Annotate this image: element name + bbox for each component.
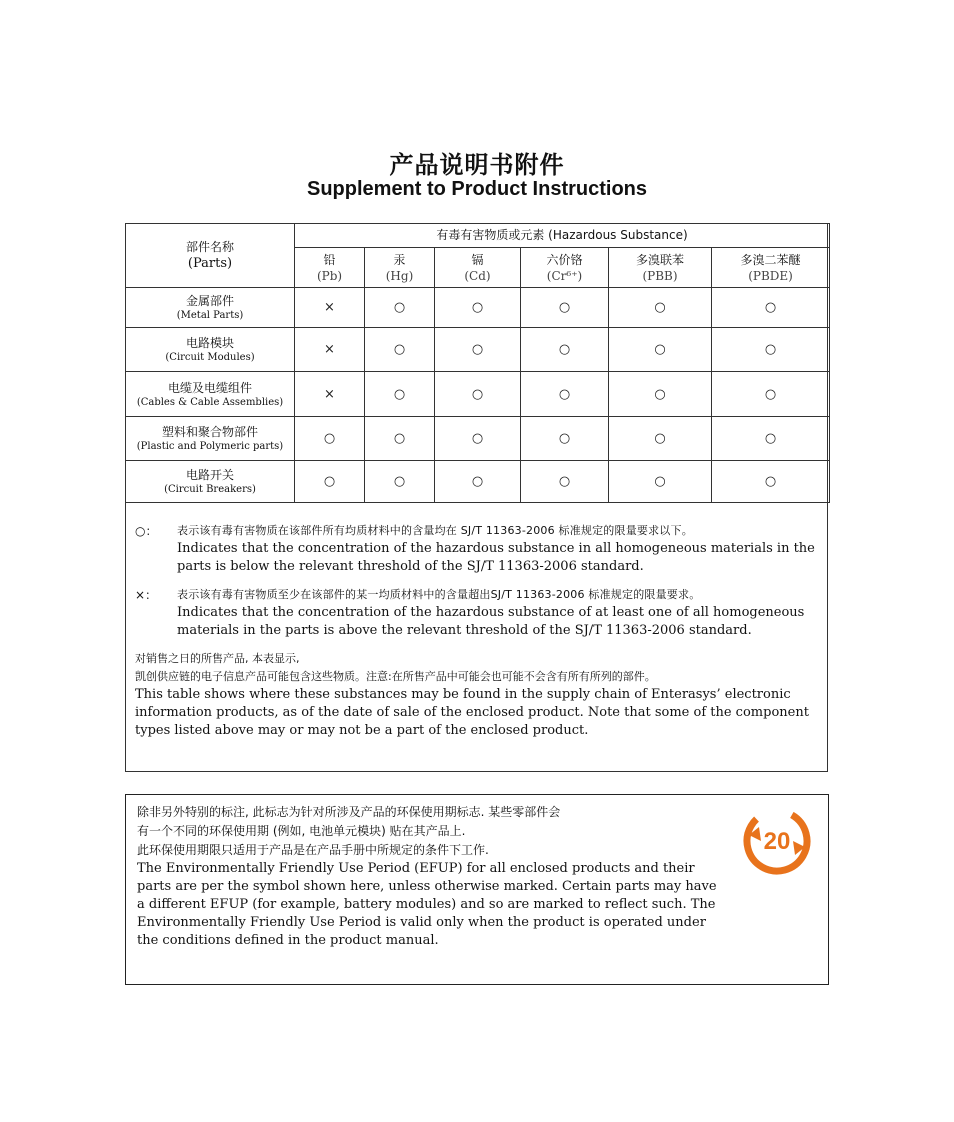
table-header-row: [126, 224, 830, 248]
substance-header-label: 有毒有害物质或元素 (Hazardous Substance): [436, 228, 688, 242]
substance-mark: ○: [712, 417, 830, 461]
part-name-en: (Circuit Breakers): [164, 484, 256, 495]
substance-mark: ○: [435, 328, 521, 372]
table-row: [126, 328, 830, 372]
substance-mark: ○: [521, 417, 609, 461]
substance-mark: ○: [712, 328, 830, 372]
supply-chain-cn-1: 对销售之日的所售产品, 本表显示,: [135, 652, 300, 665]
substance-col-pb: [295, 248, 365, 288]
substance-cn: 汞: [393, 253, 406, 267]
substance-header: [295, 224, 830, 248]
substance-col-pbde: [712, 248, 830, 288]
substance-col-cr6: [521, 248, 609, 288]
substance-mark: ○: [712, 288, 830, 328]
table-row: [126, 417, 830, 461]
substance-cn: 多溴二苯醚: [740, 253, 801, 267]
circle-symbol: ○：: [135, 524, 158, 538]
substance-cn: 铅: [323, 253, 336, 267]
substance-mark: ×: [295, 372, 365, 417]
table-row: [126, 461, 830, 503]
part-name-cell: [126, 372, 295, 417]
substance-mark: ○: [365, 328, 435, 372]
efup-cn-2: 有一个不同的环保使用期 (例如, 电池单元模块) 贴在其产品上.: [137, 824, 466, 838]
efup-text: [137, 803, 717, 950]
substance-mark: ×: [295, 288, 365, 328]
table-row: [126, 372, 830, 417]
substance-cn: 多溴联苯: [635, 253, 684, 267]
note-cross: [135, 586, 825, 640]
substance-mark: ○: [365, 288, 435, 328]
substance-mark: ○: [521, 328, 609, 372]
part-name-cn: 电路开关: [185, 468, 234, 482]
note-cn: 表示该有毒有害物质至少在该部件的某一均质材料中的含量超出SJ/T 11363-2006 标准规定的限量要求。: [177, 588, 701, 601]
substance-mark: ○: [435, 461, 521, 503]
substance-mark: ○: [521, 461, 609, 503]
part-name-cn: 塑料和聚合物部件: [161, 425, 258, 439]
efup-section: [125, 794, 829, 985]
part-name-cn: 电路模块: [185, 336, 234, 350]
substance-mark: ○: [435, 372, 521, 417]
note-circle: [135, 522, 825, 576]
part-name-cn: 电缆及电缆组件: [167, 380, 252, 395]
note-en: Indicates that the concentration of the hazardous substance of at least one of all homogeneous materials in the parts is above the relevant threshold of the SJ/T 11363-2006 standard.: [177, 605, 805, 638]
part-name-cell: [126, 328, 295, 372]
hazardous-substance-section: [125, 223, 828, 772]
substance-mark: ○: [609, 328, 712, 372]
substance-mark: ○: [609, 372, 712, 417]
substance-symbol: (Cd): [464, 269, 491, 283]
substance-mark: ○: [712, 372, 830, 417]
efup-en: The Environmentally Friendly Use Period (EFUP) for all enclosed products and their parts are per the symbol shown here, unless otherwise marked. Certain parts may have a different EFUP (for example, battery modules) and so are marked to reflect such. The Environmentally Friendly Use Period is valid only when the product is operated under the conditions defined in the product manual.: [137, 861, 717, 948]
parts-header-cn: 部件名称: [185, 240, 234, 254]
part-name-cell: [126, 417, 295, 461]
substance-mark: ○: [365, 372, 435, 417]
efup-cn-3: 此环保使用期限只适用于产品是在产品手册中所规定的条件下工作.: [137, 843, 489, 857]
note-cn: 表示该有毒有害物质在该部件所有均质材料中的含量均在 SJ/T 11363-2006 标准规定的限量要求以下。: [177, 524, 693, 537]
supply-chain-cn-2: 凯创供应链的电子信息产品可能包含这些物质。注意:在所售产品中可能会也可能不会含有所有所列的部件。: [135, 670, 656, 683]
substance-mark: ×: [295, 328, 365, 372]
substance-mark: ○: [365, 417, 435, 461]
substance-mark: ○: [435, 417, 521, 461]
note-en: Indicates that the concentration of the hazardous substance in all homogeneous materials in the parts is below the relevant threshold of the SJ/T 11363-2006 standard.: [177, 541, 815, 574]
substance-mark: ○: [712, 461, 830, 503]
page-title-chinese: 产品说明书附件: [389, 151, 565, 179]
substance-mark: ○: [609, 288, 712, 328]
substance-mark: ○: [521, 288, 609, 328]
substance-cn: 镉: [471, 253, 484, 267]
supply-chain-en: This table shows where these substances may be found in the supply chain of Enterasys’ electronic information products, as of the date of sale of the enclosed product. Note that some of the component types listed above may or may not be a part of the enclosed product.: [135, 687, 809, 738]
legend-notes: [135, 522, 825, 740]
substance-mark: ○: [609, 417, 712, 461]
substance-mark: ○: [521, 372, 609, 417]
supply-chain-paragraph: [135, 650, 825, 740]
substance-mark: ○: [295, 417, 365, 461]
parts-header-en: (Parts): [187, 256, 233, 271]
substance-cn: 六价铬: [546, 253, 583, 267]
part-name-en: (Circuit Modules): [165, 352, 255, 363]
part-name-cell: [126, 461, 295, 503]
table-row: [126, 288, 830, 328]
substance-symbol: (Cr⁶⁺): [546, 269, 583, 283]
parts-header-cell: [126, 224, 295, 288]
substance-symbol: (Hg): [385, 269, 414, 283]
efup-cn-1: 除非另外特别的标注, 此标志为针对所涉及产品的环保使用期标志. 某些零部件会: [137, 805, 561, 819]
part-name-en: (Metal Parts): [176, 310, 244, 321]
substance-mark: ○: [609, 461, 712, 503]
part-name-en: (Plastic and Polymeric parts): [136, 441, 284, 452]
efup-number: 20: [763, 828, 791, 855]
substance-col-pbb: [609, 248, 712, 288]
substance-symbol: (PBDE): [748, 269, 793, 283]
part-name-en: (Cables & Cable Assemblies): [136, 396, 284, 408]
substance-symbol: (PBB): [642, 269, 678, 283]
substance-mark: ○: [295, 461, 365, 503]
substance-mark: ○: [435, 288, 521, 328]
part-name-cell: [126, 288, 295, 328]
substance-symbol: (Pb): [316, 269, 343, 283]
cross-symbol: ×：: [135, 588, 158, 602]
part-name-cn: 金属部件: [185, 294, 234, 308]
page-title-english: Supplement to Product Instructions: [306, 178, 647, 200]
hazardous-substance-table: [125, 223, 830, 503]
substance-col-cd: [435, 248, 521, 288]
substance-col-hg: [365, 248, 435, 288]
substance-mark: ○: [365, 461, 435, 503]
efup-20-icon: [741, 805, 813, 877]
